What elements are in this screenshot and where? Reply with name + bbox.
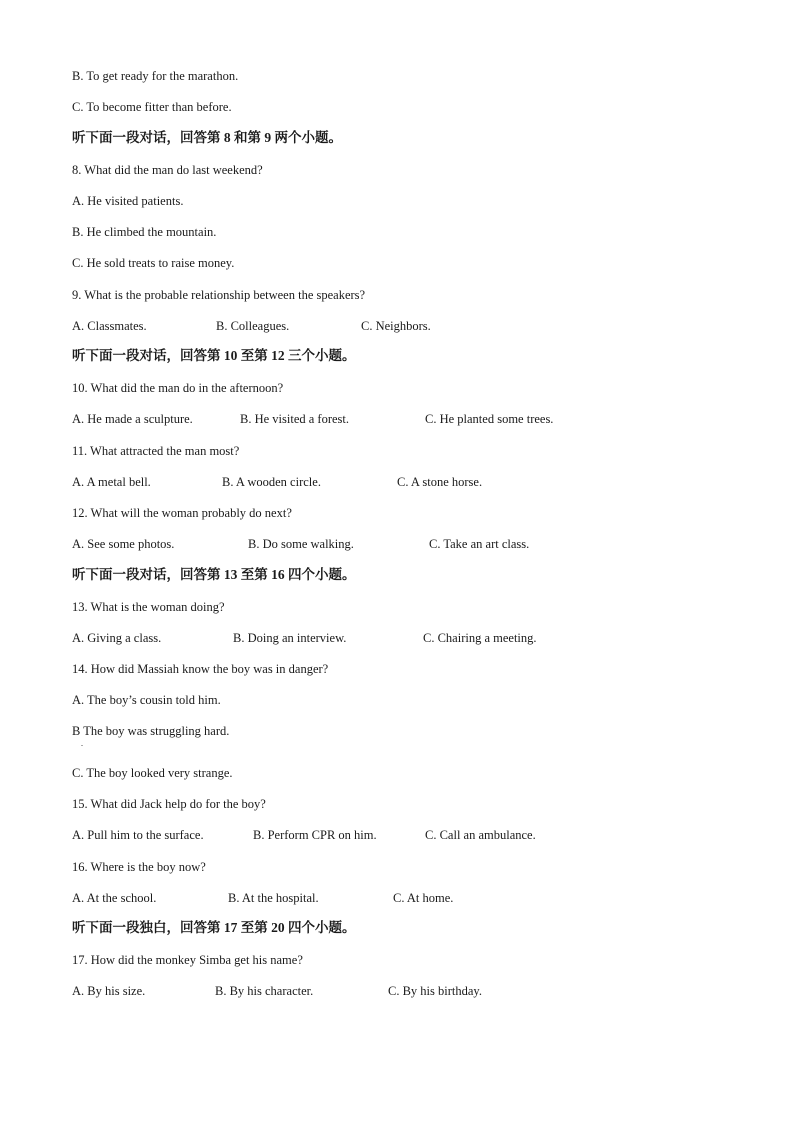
- q17-option-b: B. By his character.: [215, 984, 314, 998]
- q11-option-c: C. A stone horse.: [397, 475, 483, 489]
- q17-option-a: A. By his size.: [72, 984, 146, 998]
- question-13: 13. What is the woman doing?: [72, 600, 225, 614]
- section-heading-10-12: 听下面一段对话，回答第 10 至第 12 三个小题。: [72, 348, 356, 363]
- question-8: 8. What did the man do last weekend?: [72, 163, 263, 177]
- q7-option-b: B. To get ready for the marathon.: [72, 69, 239, 83]
- q16-option-b: B. At the hospital.: [228, 891, 319, 905]
- section-heading-8-9: 听下面一段对话，回答第 8 和第 9 两个小题。: [72, 130, 342, 145]
- section-heading-17-20: 听下面一段独白，回答第 17 至第 20 四个小题。: [72, 920, 356, 935]
- q10-option-c: C. He planted some trees.: [425, 412, 554, 426]
- q9-option-c: C. Neighbors.: [361, 319, 431, 333]
- question-10: 10. What did the man do in the afternoon?: [72, 381, 284, 395]
- q8-option-b: B. He climbed the mountain.: [72, 225, 217, 239]
- q13-option-b: B. Doing an interview.: [233, 631, 347, 645]
- q12-option-c: C. Take an art class.: [429, 537, 530, 551]
- q14-option-a: A. The boy’s cousin told him.: [72, 693, 221, 707]
- q7-option-c: C. To become fitter than before.: [72, 100, 232, 114]
- question-17: 17. How did the monkey Simba get his name?: [72, 953, 303, 967]
- q16-option-c: C. At home.: [393, 891, 454, 905]
- q8-option-c: C. He sold treats to raise money.: [72, 256, 235, 270]
- q9-option-b: B. Colleagues.: [216, 319, 290, 333]
- q11-option-a: A. A metal bell.: [72, 475, 151, 489]
- q12-option-a: A. See some photos.: [72, 537, 175, 551]
- q11-option-b: B. A wooden circle.: [222, 475, 321, 489]
- q17-option-c: C. By his birthday.: [388, 984, 482, 998]
- question-14: 14. How did Massiah know the boy was in danger?: [72, 662, 329, 676]
- q15-option-c: C. Call an ambulance.: [425, 828, 536, 842]
- question-11: 11. What attracted the man most?: [72, 444, 240, 458]
- q13-option-a: A. Giving a class.: [72, 631, 162, 645]
- q15-option-b: B. Perform CPR on him.: [253, 828, 377, 842]
- q10-option-a: A. He made a sculpture.: [72, 412, 193, 426]
- question-15: 15. What did Jack help do for the boy?: [72, 797, 266, 811]
- q14-option-b: B The boy was struggling hard.: [72, 724, 230, 738]
- section-heading-13-16: 听下面一段对话，回答第 13 至第 16 四个小题。: [72, 567, 356, 582]
- q16-option-a: A. At the school.: [72, 891, 157, 905]
- q10-option-b: B. He visited a forest.: [240, 412, 350, 426]
- q13-option-c: C. Chairing a meeting.: [423, 631, 537, 645]
- q8-option-a: A. He visited patients.: [72, 194, 184, 208]
- q14-option-b-dot: .: [81, 739, 83, 748]
- question-12: 12. What will the woman probably do next?: [72, 506, 292, 520]
- q15-option-a: A. Pull him to the surface.: [72, 828, 204, 842]
- q12-option-b: B. Do some walking.: [248, 537, 354, 551]
- q14-option-c: C. The boy looked very strange.: [72, 766, 233, 780]
- question-16: 16. Where is the boy now?: [72, 860, 206, 874]
- question-9: 9. What is the probable relationship between the speakers?: [72, 288, 366, 302]
- q9-option-a: A. Classmates.: [72, 319, 147, 333]
